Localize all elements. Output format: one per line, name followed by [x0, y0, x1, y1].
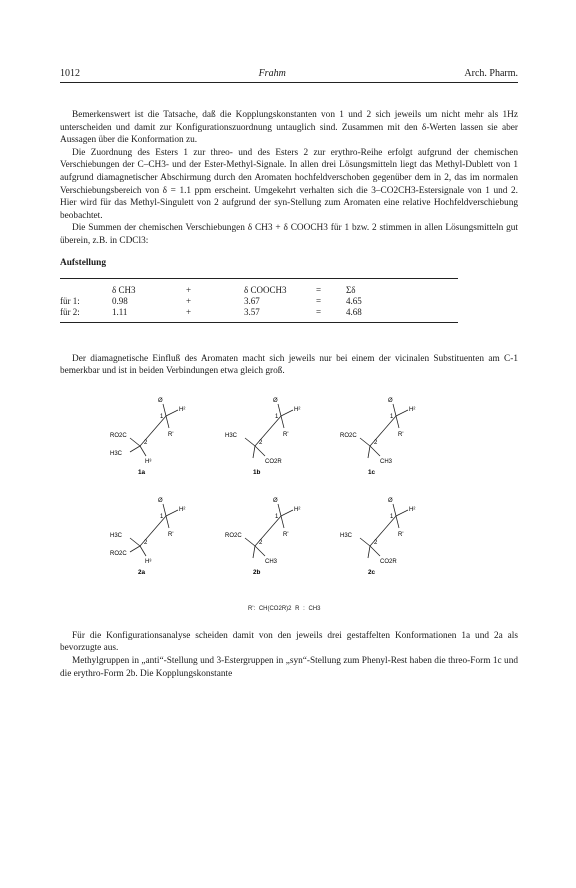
table-row — [60, 296, 458, 307]
r-prime-bond — [166, 516, 169, 528]
atom-number-1: 1 — [390, 413, 394, 420]
front-left-bond — [130, 538, 140, 546]
compound-label: 1b — [253, 468, 261, 476]
front-low-bond — [130, 546, 140, 552]
front-low-label: CH3 — [380, 458, 393, 465]
front-left-label: RO2C — [340, 432, 357, 439]
journal-name: Arch. Pharm. — [464, 68, 518, 79]
figure-legend: R': CH(CO2R)2 R : CH3 — [248, 605, 321, 612]
phenyl-bond — [163, 404, 166, 416]
front-h-bond — [253, 546, 255, 558]
table-cell: Σδ — [346, 284, 356, 295]
atom-number-1: 1 — [160, 413, 164, 420]
phenyl-label: Ø — [388, 497, 393, 504]
phenyl-bond — [278, 504, 281, 516]
front-h-bond — [253, 446, 255, 458]
r-prime-bond — [396, 416, 399, 428]
phenyl-label: Ø — [388, 397, 393, 404]
newman-projections-figure — [60, 384, 518, 620]
paragraph-3: Die Summen der chemischen Verschiebungen δ CH3 + δ COOCH3 für 1 bzw. 2 stimmen in allen Lösungsmitteln gut überein, z.B. in CDCl3: — [60, 223, 518, 246]
front-low-bond — [370, 446, 380, 456]
paragraph-6: Methylgruppen in „anti“-Stellung und 3-Estergruppen in „syn“-Stellung zum Phenyl-Rest haben die threo-Form 1c und die erythro-Form 2b. Die Kopplungskonstante — [60, 655, 518, 679]
front-low-label: CH3 — [265, 558, 278, 565]
r-prime-label: R' — [168, 531, 174, 538]
table-cell: + — [186, 284, 192, 295]
h3-bond — [140, 446, 146, 456]
phenyl-label: Ø — [158, 497, 163, 504]
table-cell: 3.67 — [244, 295, 260, 306]
h2-label: H² — [409, 506, 416, 513]
h2-bond — [281, 510, 293, 516]
front-left-label: H3C — [225, 432, 238, 439]
front-low-bond — [370, 546, 380, 556]
newman-projections-svg — [60, 384, 518, 604]
paragraph-5: Für die Konfigurationsanalyse scheiden damit von den jeweils drei gestaffelten Konformationen 1a und 2a als bevorzugte aus. — [60, 630, 518, 654]
front-low-label: RO2C — [110, 550, 127, 557]
h2-bond — [396, 510, 408, 516]
phenyl-label: Ø — [158, 397, 163, 404]
r-prime-label: R' — [398, 531, 404, 538]
paragraph-1: Bemerkenswert ist die Tatsache, daß die Kopplungskonstanten von 1 und 2 sich jeweils um nicht mehr als 1Hz unterscheiden und damit zur Konfigurationszuordnung untauglich sind. Zusammen mit den δ-Werten lassen sie aber Aussagen über die Konformation zu. — [60, 110, 518, 146]
atom-number-1: 1 — [275, 413, 279, 420]
h2-bond — [396, 410, 408, 416]
r-prime-label: R' — [283, 531, 289, 538]
h2-label: H² — [179, 406, 186, 413]
front-left-label: H3C — [110, 532, 123, 539]
compound-label: 1c — [368, 468, 376, 476]
r-prime-label: R' — [168, 431, 174, 438]
shift-table — [60, 278, 458, 323]
table-header-row — [60, 278, 458, 296]
h2-label: H² — [294, 506, 301, 513]
table-cell: 1.11 — [112, 306, 128, 317]
h3-label: H³ — [145, 558, 152, 565]
front-left-bond — [360, 538, 370, 546]
h2-bond — [281, 410, 293, 416]
running-header — [60, 68, 518, 83]
table-cell: für 2: — [60, 306, 80, 317]
front-left-bond — [360, 438, 370, 446]
h2-bond — [166, 410, 178, 416]
front-low-label: CO2R — [380, 558, 397, 565]
author-name: Frahm — [258, 68, 286, 79]
table-cell: für 1: — [60, 295, 80, 306]
table-cell: δ COOCH3 — [244, 284, 287, 295]
section-title: Aufstellung — [60, 257, 106, 268]
front-low-bond — [130, 446, 140, 452]
phenyl-label: Ø — [273, 397, 278, 404]
table-cell: 0.98 — [112, 295, 128, 306]
front-left-bond — [245, 538, 255, 546]
phenyl-label: Ø — [273, 497, 278, 504]
atom-number-1: 1 — [275, 513, 279, 520]
front-left-label: RO2C — [110, 432, 127, 439]
atom-number-2: 2 — [374, 539, 378, 546]
front-low-label: H3C — [110, 450, 123, 457]
table-cell: + — [186, 306, 192, 317]
table-cell: 4.65 — [346, 295, 362, 306]
table-cell: 3.57 — [244, 306, 260, 317]
r-prime-bond — [166, 416, 169, 428]
phenyl-bond — [163, 504, 166, 516]
page-number: 1012 — [60, 68, 80, 79]
compound-label: 2c — [368, 568, 376, 576]
front-left-label: H3C — [340, 532, 353, 539]
compound-label: 2b — [253, 568, 261, 576]
atom-number-2: 2 — [259, 439, 263, 446]
page — [60, 68, 518, 680]
h2-label: H² — [409, 406, 416, 413]
front-h-bond — [368, 446, 370, 458]
phenyl-bond — [393, 404, 396, 416]
paragraph-2: Die Zuordnung des Esters 1 zur threo- und des Esters 2 zur erythro-Reihe erfolgt aufgrund der chemischen Verschiebungen der C–CH3- und der Ester-Methyl-Signale. In allen drei Lösungsmitteln liegt das Methyl-Dublett von 1 aufgrund diamagnetischer Abschirmung durch den Aromaten hochfeldverschoben gegenüber dem in 2, das im normalen Verschiebungsbereich von δ = 1.1 ppm erscheint. Umgekehrt verhalten sich die 3–CO2CH3-Estersignale von 1 und 2. Hier wird für das Methyl-Singulett von 2 aufgrund der syn-Stellung zum Aromaten eine relative Hochfeldverschiebung beobachtet. — [60, 147, 518, 221]
table-cell: 4.68 — [346, 306, 362, 317]
table-row — [60, 307, 458, 323]
table-cell: + — [186, 295, 192, 306]
atom-number-2: 2 — [144, 439, 148, 446]
h3-label: H³ — [145, 458, 152, 465]
front-left-bond — [130, 438, 140, 446]
compound-label: 2a — [138, 568, 146, 576]
table-cell: = — [316, 284, 322, 295]
table-cell — [60, 278, 112, 296]
front-h-bond — [368, 546, 370, 558]
atom-number-2: 2 — [144, 539, 148, 546]
r-prime-label: R' — [283, 431, 289, 438]
r-prime-label: R' — [398, 431, 404, 438]
front-low-bond — [255, 446, 265, 456]
front-low-label: CO2R — [265, 458, 282, 465]
h2-label: H² — [294, 406, 301, 413]
r-prime-bond — [281, 416, 284, 428]
h2-label: H² — [179, 506, 186, 513]
table-cell: = — [316, 306, 322, 317]
phenyl-bond — [278, 404, 281, 416]
atom-number-1: 1 — [160, 513, 164, 520]
phenyl-bond — [393, 504, 396, 516]
front-left-bond — [245, 438, 255, 446]
paragraph-4: Der diamagnetische Einfluß des Aromaten macht sich jeweils nur bei einem der vicinalen Substituenten am C-1 bemerkbar und ist in beiden Verbindungen etwa gleich groß. — [60, 353, 518, 377]
r-prime-bond — [396, 516, 399, 528]
compound-label: 1a — [138, 468, 146, 476]
atom-number-2: 2 — [259, 539, 263, 546]
h2-bond — [166, 510, 178, 516]
front-left-label: RO2C — [225, 532, 242, 539]
front-low-bond — [255, 546, 265, 556]
r-prime-bond — [281, 516, 284, 528]
table-cell: = — [316, 295, 322, 306]
atom-number-2: 2 — [374, 439, 378, 446]
h3-bond — [140, 546, 146, 556]
atom-number-1: 1 — [390, 513, 394, 520]
table-cell: δ CH3 — [112, 284, 136, 295]
